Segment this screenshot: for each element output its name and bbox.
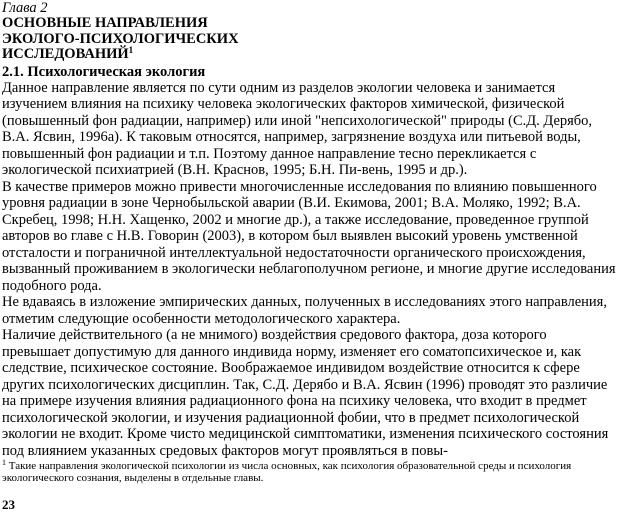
book-page: [0, 1, 620, 512]
footnote-ref: 1: [128, 45, 134, 55]
section-heading: 2.1. Психологическая экология: [2, 63, 206, 80]
paragraph: Наличие действительного (а не мнимого) воздействия средового фактора, доза которого превышает допустимую для данного индивида норму, изменяет его соматопсихическое и, как следствие, психическое состояние. Воображаемое индивидом воздействие относится к сфере других психологических дисциплин. Так, С.Д. Дерябо и В.А. Ясвин (1996) проводят это различие на примере изучения влияния радиационного фона на психику человека, что входит в предмет психологической экологии, и изучения радиационной фобии, что в предмет психологической экологии не входит. Кроме чисто медицинской симптоматики, изменения психического состояния под влиянием указанных средовых факторов могут проявляться в повы-: [2, 327, 609, 459]
chapter-label: Глава 2: [2, 0, 48, 16]
chapter-title-line: ИССЛЕДОВАНИЙ: [2, 46, 129, 62]
paragraph: Данное направление является по сути одним из разделов экологии человека и занимается изучением влияния на психику человека экологических факторов химической, физической (повышенный фон радиации, например) или иной "непсихологической" природы (С.Д. Дерябо, В.А. Ясвин, 1996а). К таковым относятся, например, загрязнение воздуха или питьевой воды, повышенный фон радиации и т.п. Поэтому данное направление тесно перекликается с экологической психиатрией (В.Н. Краснов, 1995; Б.Н. Пи-вень, 1995 и др.).: [2, 79, 593, 178]
page-number: 23: [2, 497, 15, 512]
chapter-title-line: ЭКОЛОГО-ПСИХОЛОГИЧЕСКИХ: [2, 30, 239, 47]
paragraph: В качестве примеров можно привести многочисленные исследования по влиянию повышенного уровня радиации в зоне Чернобыльской аварии (В.И. Екимова, 2001; В.А. Моляко, 1992; В.А. Скребец, 1998; Н.Н. Хащенко, 2002 и многие др.), а также исследование, проведенное группой авторов во главе с Н.В. Говорин (2003), в котором был выявлен высокий уровень умственной отсталости и пограничной интеллектуальной недостаточности органического происхождения, вызванный проживанием в экологически неблагополучном регионе, и многие другие исследования подобного рода.: [2, 178, 616, 294]
footnote-text: Такие направления экологической психологии из числа основных, как психология образовательной среды и психология экологического сознания, выделены в отдельные главы.: [2, 460, 572, 484]
footnote: [2, 460, 616, 484]
chapter-title-line: ОСНОВНЫЕ НАПРАВЛЕНИЯ: [2, 15, 208, 31]
footnote-marker: 1: [2, 458, 6, 467]
chapter-title: [2, 16, 616, 63]
paragraph: Не вдаваясь в изложение эмпирических данных, полученных в исследованиях этого направления, отметим следующие особенности методологического характера.: [2, 294, 607, 327]
